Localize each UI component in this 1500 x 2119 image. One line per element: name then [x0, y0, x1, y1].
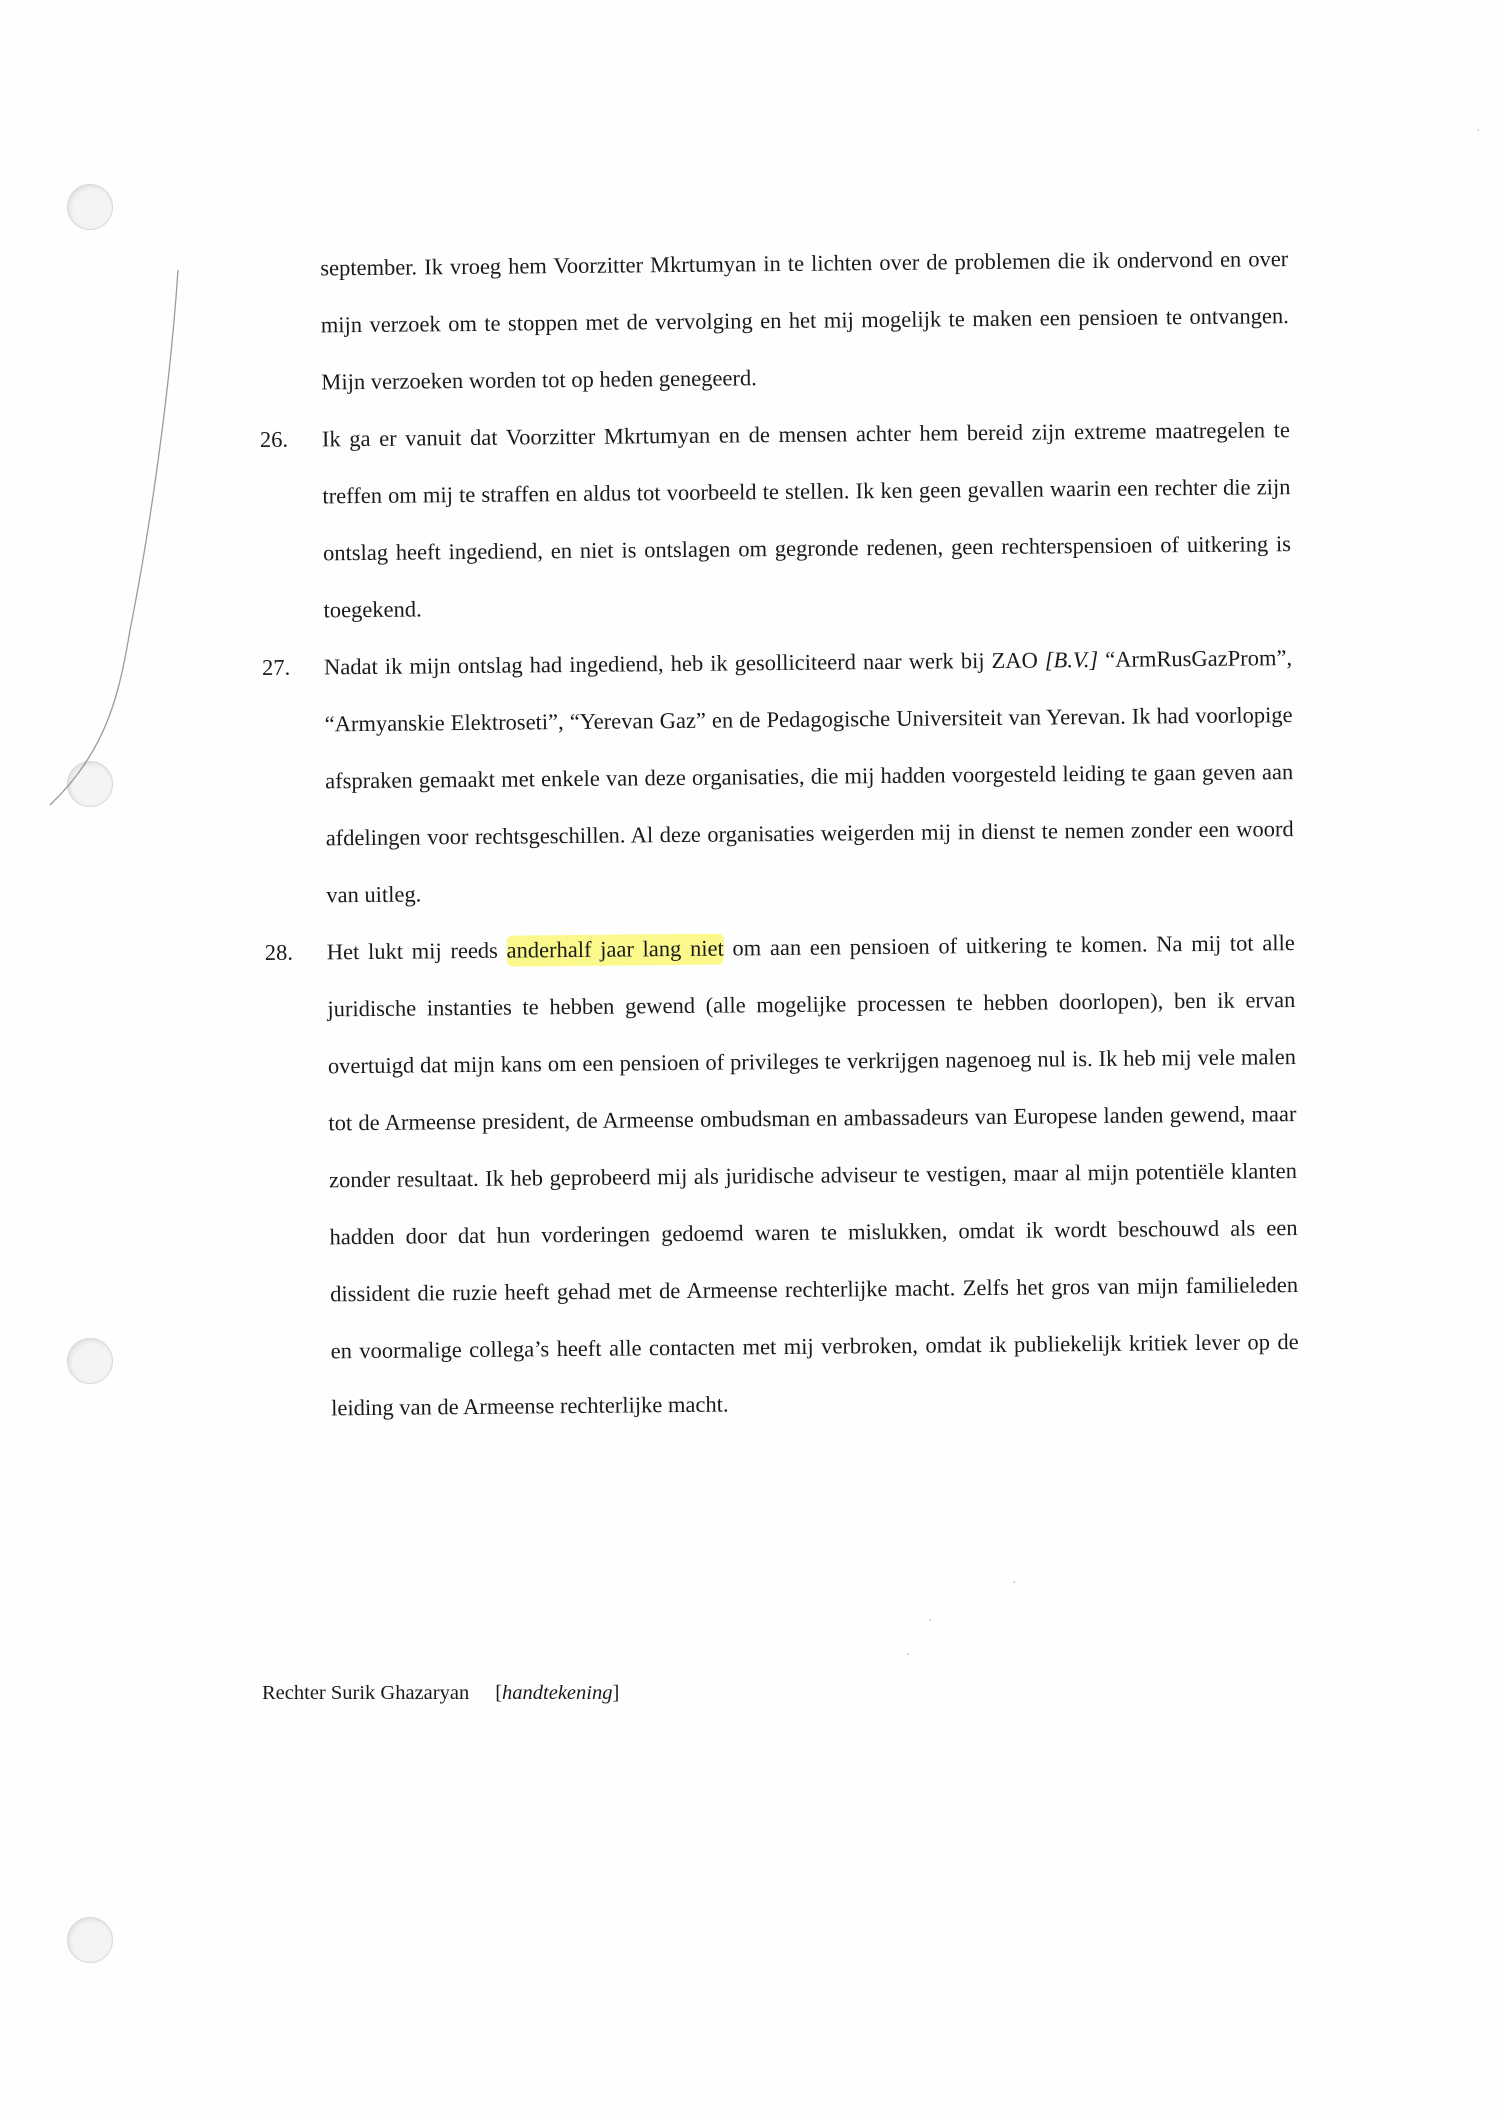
paragraph-continued: [258, 230, 1290, 411]
punch-hole: [67, 1338, 113, 1384]
scan-speck: ·: [928, 1614, 933, 1629]
punch-hole: [67, 184, 113, 230]
bracket-close: ]: [612, 1682, 620, 1704]
paragraph-text: Nadat ik mijn ontslag had ingediend, heb ik gesolliciteerd naar werk bij ZAO: [323, 647, 1045, 680]
bracketed-translation-note: [B.V.]: [1044, 646, 1099, 673]
paragraph-26: [260, 401, 1292, 639]
signature-annotation: handtekening: [502, 1682, 613, 1704]
highlighted-text: anderhalf jaar lang niet: [506, 934, 724, 967]
paragraph-text: Het lukt mij reeds: [326, 937, 507, 965]
bracket-open: [: [495, 1682, 503, 1704]
punch-hole: [67, 1917, 113, 1963]
margin-pen-stroke: [40, 270, 190, 810]
paragraph-number: 26.: [259, 426, 289, 452]
paragraph-28: [265, 914, 1300, 1437]
scan-speck: ·: [1476, 124, 1481, 139]
paragraph-number: 28.: [264, 939, 294, 965]
signature-line: [262, 1682, 619, 1705]
scan-speck: ·: [1012, 1576, 1017, 1591]
paragraph-text: september. Ik vroeg hem Voorzitter Mkrtumyan in te lichten over de problemen die ik ondervond en over mijn verzoek om te stoppen met de vervolging en het mij mogelijk te maken een pensioen te ontvangen. Mijn verzoeken worden tot op heden genegeerd.: [320, 246, 1289, 395]
paragraph-text: om aan een pensioen of uitkering te komen. Na mij tot alle juridische instanties te hebben gewend (alle mogelijke processen te hebben doorlopen), ben ik ervan overtuigd dat mijn kans om een pensioen of privileges te verkrijgen nagenoeg nul is. Ik heb mij vele malen tot de Armeense president, de Armeense ombudsman en ambassadeurs van Europese landen gewend, maar zonder resultaat. Ik heb geprobeerd mij als juridische adviseur te vestigen, maar al mijn potentiële klanten hadden door dat hun vorderingen gedoemd waren te mislukken, omdat ik wordt beschouwd als een dissident die ruzie heeft gehad met de Armeense rechterlijke macht. Zelfs het gros van mijn familieleden en voormalige collega’s heeft alle contacten met mij verbroken, omdat ik publiekelijk kritiek lever op de leiding van de Armeense rechterlijke macht.: [327, 930, 1299, 1421]
paragraph-27: [262, 629, 1295, 924]
paragraph-text: Ik ga er vanuit dat Voorzitter Mkrtumyan en de mensen achter hem bereid zijn extreme maatregelen te treffen om mij te straffen en aldus tot voorbeeld te stellen. Ik ken geen gevallen waarin een rechter die zijn ontslag heeft ingediend, en niet is ontslagen om gegronde redenen, geen rechterspensioen of uitkering is toegekend.: [321, 417, 1292, 623]
paragraph-text: “ArmRusGazProm”, “Armyanskie Elektroseti”, “Yerevan Gaz” en de Pedagogische Universiteit van Yerevan. Ik had voorlopige afspraken gemaakt met enkele van deze organisaties, die mij hadden voorgesteld leiding te gaan geven aan afdelingen voor rechtsgeschillen. Al deze organisaties weigerden mij in dienst te nemen zonder een woord van uitleg.: [324, 645, 1294, 908]
scan-speck: ·: [906, 1648, 911, 1663]
signatory-name: Rechter Surik Ghazaryan: [262, 1682, 470, 1704]
paragraph-number: 27.: [261, 654, 291, 680]
document-body: [258, 230, 1299, 1437]
